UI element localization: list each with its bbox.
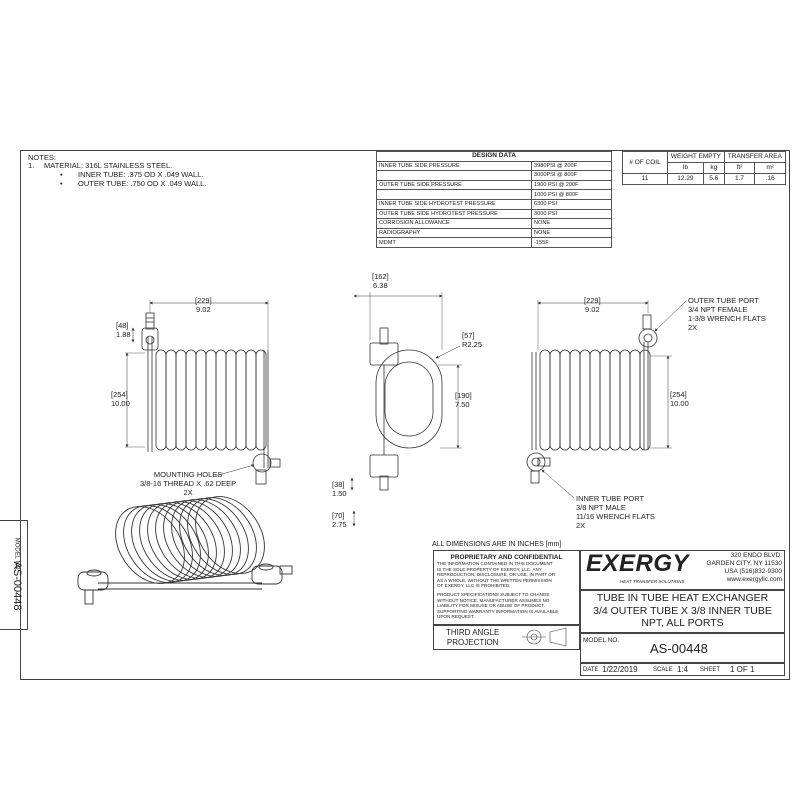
design-row-value: NONE	[532, 219, 612, 229]
unit-m2: m²	[755, 163, 786, 174]
right-view	[527, 300, 686, 498]
right-height-dim: [254] 10.00	[670, 390, 689, 408]
dimensions-note: ALL DIMENSIONS ARE IN INCHES [mm]	[432, 541, 562, 548]
side-inner-dim: [190] 7.50	[455, 391, 472, 409]
notes-number: 1.	[28, 161, 35, 170]
coil-turn	[156, 350, 166, 450]
exergy-logo: EXERGY	[586, 550, 690, 577]
coil-turn	[256, 350, 266, 450]
coil-turn	[600, 350, 610, 450]
coil-turn	[610, 350, 620, 450]
coil-turn	[196, 350, 206, 450]
scale-label: SCALE	[653, 667, 673, 673]
unit-kg: kg	[703, 163, 724, 174]
coil-turn	[570, 350, 580, 450]
coil-turn	[560, 350, 570, 450]
side-tab-label: MODEL NO.	[13, 537, 20, 572]
coil-turn	[206, 350, 216, 450]
notes-heading: NOTES:	[28, 153, 56, 162]
proprietary-text: THE INFORMATION CONTAINED IN THIS DOCUMENT IS THE SOLE PROPERTY OF EXERGY, LLC. ANY REPRODUCTION, DISCLOSURE, OR USE, IN PART OR AS A WHOLE, WITHOUT THE WRITTEN PERMISSION OF EXERGY, LLC IS PROHIBITED.	[437, 561, 556, 589]
coil-count-value: 11	[623, 174, 668, 185]
design-row-label: MDMT	[377, 238, 532, 248]
design-row-value: 1900 PSI @ 200F	[532, 180, 612, 190]
design-row-value: 3000 PSI	[532, 209, 612, 219]
model-number: AS-00448	[650, 641, 708, 656]
notes-outer-tube: OUTER TUBE: .750 OD X .049 WALL.	[78, 179, 207, 188]
coil-turn	[580, 350, 590, 450]
design-row-value: 3000PSI @ 800F	[532, 171, 612, 181]
notes-bullet: •	[60, 179, 63, 188]
front-top-dim: [48] 1.88	[116, 321, 131, 339]
coil-turn	[630, 350, 640, 450]
area-header: TRANSFER AREA	[724, 152, 785, 163]
design-row-value: 6300 PSI	[532, 199, 612, 209]
design-row-value: -155F	[532, 238, 612, 248]
coil-turn	[540, 350, 550, 450]
coil-count-header: # OF COIL	[623, 152, 668, 174]
coil-turn	[640, 350, 650, 450]
scale-value: 1:4	[677, 665, 689, 674]
side-tab-model: AS-00448	[11, 561, 23, 611]
sheet-label: SHEET	[700, 667, 721, 673]
weight-lb-value: 12.29	[668, 174, 704, 185]
area-m2-value: .16	[755, 174, 786, 185]
design-row-label: OUTER TUBE SIDE HYDROTEST PRESSURE	[377, 209, 532, 219]
front-view	[125, 300, 280, 484]
outer-port-note: OUTER TUBE PORT 3/4 NPT FEMALE 1-3/8 WRENCH FLATS 2X	[688, 296, 766, 332]
notes-inner-tube: INNER TUBE: .375 OD X .049 WALL.	[78, 170, 204, 179]
date-value: 1/22/2019	[602, 665, 638, 674]
side-bottom-dim-2: [70] 2.75	[332, 511, 347, 529]
coil-turn	[176, 350, 186, 450]
design-row-value: NONE	[532, 228, 612, 238]
coil-turn	[216, 350, 226, 450]
unit-lb: lb	[668, 163, 704, 174]
specifications-text: PRODUCT SPECIFICATIONS SUBJECT TO CHANGE WITHOUT NOTICE. MANUFACTURER ASSUMES NO LIABILITY FOR MISUSE OR ABUSE OF PRODUCT. SUPPORTING WARRANTY INFORMATION IS AVAILABLE UPON REQUEST.	[437, 592, 559, 620]
side-bottom-dim-1: [38] 1.50	[332, 480, 347, 498]
weight-header: WEIGHT EMPTY	[668, 152, 725, 163]
area-ft2-value: 1.7	[724, 174, 755, 185]
coil-turn	[550, 350, 560, 450]
coil-turn	[236, 350, 246, 450]
exergy-logo-subtitle: HEAT TRANSFER SOLUTIONS	[620, 579, 685, 584]
side-width-dim: [162] 6.38	[372, 272, 389, 290]
notes-bullet: •	[60, 170, 63, 179]
design-row-label: INNER TUBE SIDE HYDROTEST PRESSURE	[377, 199, 532, 209]
design-row-label: INNER TUBE SIDE PRESSURE	[377, 161, 532, 171]
coil-turn	[226, 350, 236, 450]
sheet-value: 1 OF 1	[730, 665, 755, 674]
coil-turn	[166, 350, 176, 450]
coil-turn	[590, 350, 600, 450]
proprietary-title: PROPRIETARY AND CONFIDENTIAL	[450, 554, 563, 561]
coil-turn	[246, 350, 256, 450]
company-address: 320 ENDO BLVD. GARDEN CITY, NY 11530 USA (516)832-9300 www.exergyllc.com	[706, 552, 782, 583]
design-row-value: 1000 PSI @ 800F	[532, 190, 612, 200]
design-row-label: CORROSION ALLOWANCE	[377, 219, 532, 229]
isometric-view	[78, 483, 292, 604]
mounting-holes-note: MOUNTING HOLES 3/8-16 THREAD X .62 DEEP 2X	[140, 470, 237, 497]
coil-turn	[620, 350, 630, 450]
weight-kg-value: 5.6	[703, 174, 724, 185]
side-radius-dim: [57] R2.25	[462, 331, 483, 349]
part-description: TUBE IN TUBE HEAT EXCHANGER 3/4 OUTER TUBE X 3/8 INNER TUBE NPT, ALL PORTS	[593, 592, 772, 629]
right-width-dim: [229] 9.02	[584, 296, 601, 314]
design-row-label: OUTER TUBE SIDE PRESSURE	[377, 180, 532, 190]
projection-label: THIRD ANGLE PROJECTION	[446, 628, 500, 647]
design-row-value: 3980PSI @ 200F	[532, 161, 612, 171]
inner-port-note: INNER TUBE PORT 3/8 NPT MALE 11/16 WRENCH FLATS 2X	[576, 494, 655, 530]
front-height-dim: [254] 10.00	[111, 390, 130, 408]
front-width-dim: [229] 9.02	[195, 296, 212, 314]
design-row-label: RADIOGRAPHY	[377, 228, 532, 238]
design-data-title: DESIGN DATA	[377, 152, 612, 162]
coil-turn	[186, 350, 196, 450]
side-view	[352, 292, 462, 526]
date-label: DATE	[583, 667, 599, 673]
notes-material: MATERIAL: 316L STAINLESS STEEL.	[44, 161, 173, 170]
model-label: MODEL NO.	[583, 637, 620, 644]
unit-ft2: ft²	[724, 163, 755, 174]
